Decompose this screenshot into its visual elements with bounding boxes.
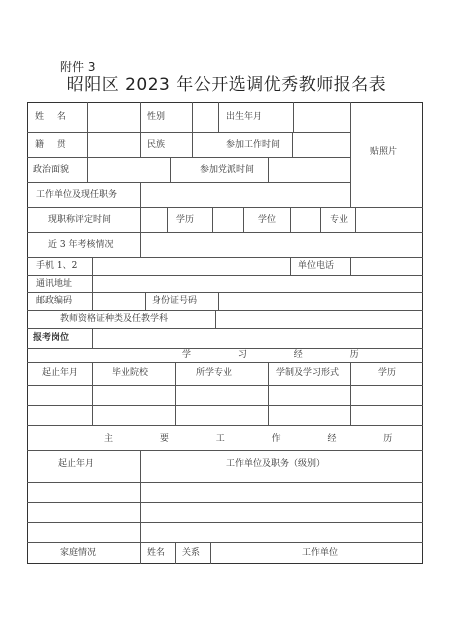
row-line: [27, 292, 423, 293]
col-line: [145, 292, 146, 310]
work-employer-rank-label: 工作单位及职务（级别）: [226, 459, 326, 469]
col-line: [140, 450, 141, 564]
native-place-label: 籍 贯: [35, 140, 71, 150]
col-line: [92, 362, 93, 425]
row-line: [27, 450, 423, 451]
birth-label: 出生年月: [226, 112, 263, 122]
row-line: [27, 425, 423, 426]
address-label: 通讯地址: [36, 279, 73, 289]
col-line: [175, 542, 176, 564]
row-line: [27, 328, 423, 329]
study-start-end-label: 起止年月: [42, 368, 79, 378]
row-line: [27, 310, 423, 311]
id-number-label: 身份证号码: [152, 296, 198, 306]
postcode-label: 邮政编码: [36, 296, 73, 306]
apply-post-label: 报考岗位: [33, 333, 70, 343]
work-phone-label: 单位电话: [298, 261, 335, 271]
study-format-label: 学制及学习形式: [276, 368, 340, 378]
col-line: [243, 207, 244, 232]
study-education-label: 学历: [378, 368, 397, 378]
education-label: 学历: [176, 215, 195, 225]
col-line: [268, 362, 269, 425]
col-line: [87, 157, 88, 182]
col-line: [218, 292, 219, 310]
col-line: [140, 207, 141, 257]
family-name-label: 姓名: [147, 548, 166, 558]
col-line: [192, 102, 193, 157]
col-line: [290, 207, 291, 232]
study-heading: 学 习 经 历: [182, 350, 381, 360]
row-line: [27, 502, 423, 503]
title-eval-time-label: 现职称评定时间: [48, 215, 112, 225]
row-line: [27, 132, 350, 133]
employer-position-label: 工作单位及现任职务: [36, 190, 118, 200]
ethnicity-label: 民族: [147, 140, 166, 150]
row-line: [27, 182, 350, 183]
row-line: [27, 207, 423, 208]
family-relation-label: 关系: [182, 548, 201, 558]
col-line: [350, 257, 351, 275]
col-line: [215, 310, 216, 328]
row-line: [27, 157, 350, 158]
annex-label: 附件 3: [60, 60, 96, 74]
col-line: [170, 157, 171, 182]
photo-label: 贴照片: [370, 147, 398, 157]
col-line: [268, 157, 269, 182]
family-label: 家庭情况: [60, 548, 97, 558]
col-line: [350, 362, 351, 425]
row-line: [27, 482, 423, 483]
col-line: [350, 102, 351, 207]
row-line: [27, 362, 423, 363]
row-line: [27, 522, 423, 523]
row-line: [27, 232, 423, 233]
mobile-label: 手机 1、2: [36, 261, 78, 271]
political-status-label: 政治面貌: [33, 165, 70, 175]
col-line: [218, 102, 219, 132]
row-line: [27, 542, 423, 543]
col-line: [290, 257, 291, 275]
work-heading: 主 要 工 作 经 历: [104, 434, 415, 444]
col-line: [92, 257, 93, 310]
col-line: [167, 207, 168, 232]
col-line: [210, 542, 211, 564]
degree-label: 学位: [258, 215, 277, 225]
col-line: [320, 207, 321, 232]
col-line: [293, 102, 294, 132]
assessment-label: 近 3 年考核情况: [48, 240, 114, 250]
col-line: [212, 207, 213, 232]
study-school-label: 毕业院校: [112, 368, 149, 378]
gender-label: 性别: [147, 112, 166, 122]
study-major-label: 所学专业: [196, 368, 233, 378]
col-line: [92, 328, 93, 348]
name-label: 姓 名: [35, 112, 71, 122]
col-line: [140, 182, 141, 207]
family-employer-label: 工作单位: [302, 548, 339, 558]
col-line: [87, 102, 88, 157]
row-line: [27, 385, 423, 386]
teacher-cert-label: 教师资格证种类及任教学科: [60, 314, 169, 324]
row-line: [27, 257, 423, 258]
col-line: [140, 102, 141, 157]
col-line: [175, 362, 176, 425]
work-start-label: 参加工作时间: [226, 140, 281, 150]
row-line: [27, 405, 423, 406]
major-label: 专业: [330, 215, 349, 225]
work-start-end-label: 起止年月: [58, 459, 95, 469]
col-line: [292, 132, 293, 157]
page-title: 昭阳区 2023 年公开选调优秀教师报名表: [66, 75, 387, 95]
col-line: [355, 207, 356, 232]
party-join-label: 参加党派时间: [200, 165, 255, 175]
row-line: [27, 275, 423, 276]
